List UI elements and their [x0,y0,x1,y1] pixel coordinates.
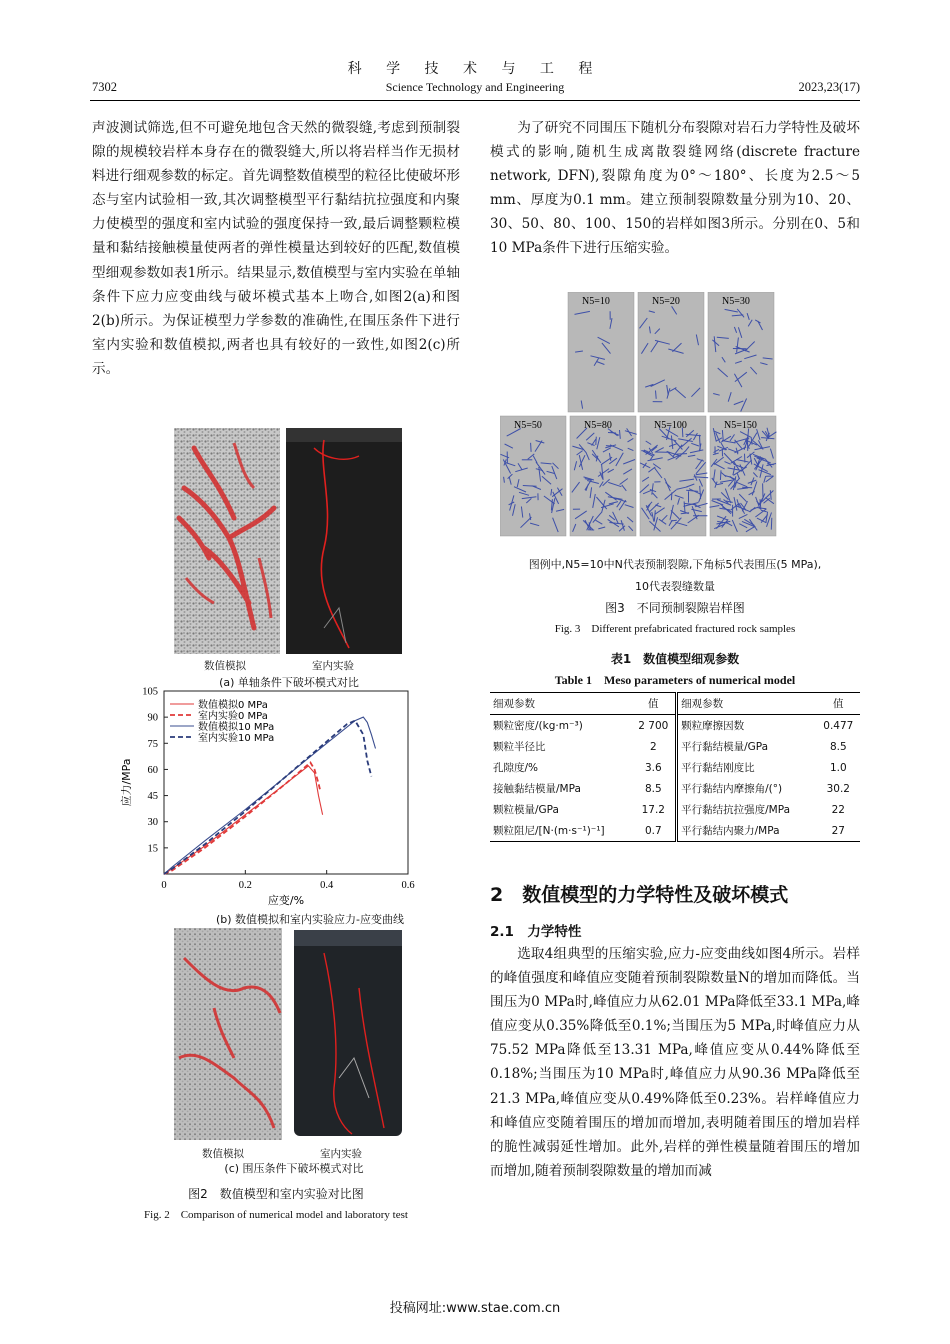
crack [596,437,597,445]
table-row [490,799,860,820]
legend-label-3: 室内实验10 MPa [198,733,275,744]
legend-label-0: 数值模拟0 MPa [198,700,268,711]
table-row [490,757,860,778]
x-tick-label: 0.4 [320,880,334,891]
table-cell: 接触黏结模量/MPa [493,783,581,795]
table-row [490,820,860,842]
section-2-heading: 2 数值模型的力学特性及破坏模式 [490,884,789,906]
y-tick-label: 90 [147,712,158,724]
x-axis-label: 应变/% [267,894,305,907]
table-cell: 0.7 [631,820,676,842]
fig2c [174,928,458,1162]
table-cell: 颗粒摩擦因数 [681,720,745,732]
table-cell: 27 [831,824,845,837]
table-cell: 颗粒半径比 [493,741,546,753]
fig2a-label-lab: 室内实验 [312,660,354,672]
fig2c-label-sim: 数值模拟 [202,1148,244,1160]
fig2a-label-sim: 数值模拟 [204,660,246,672]
fig3-panel-0 [568,292,634,412]
page-number: 7302 [92,80,117,94]
table-row [490,715,860,737]
table-cell: 0.477 [823,719,854,732]
table-cell: 平行黏结模量/GPa [681,741,769,753]
y-tick-label: 60 [147,764,158,776]
lab-sample-c [294,930,402,1136]
crack [742,487,752,488]
fig3-panel-label: N5=100 [654,420,687,431]
crack [656,391,657,399]
fig2-caption-cn: 图2 数值模型和室内实验对比图 [188,1187,364,1201]
crack [771,518,772,530]
issue-info: 2023,23(17) [798,80,860,94]
table-header-row [490,693,860,715]
fig3-panel-3 [500,416,566,536]
fig3-panel-label: N5=10 [582,296,610,307]
x-tick-label: 0.6 [401,880,415,891]
table1-title-cn: 表1 数值模型细观参数 [610,652,740,666]
legend-label-2: 数值模拟10 MPa [198,722,275,733]
table-row [490,778,860,799]
table-cell: 17.2 [631,799,676,820]
table-cell: 1.0 [829,761,847,774]
footer-url: 投稿网址:www.stae.com.cn [389,1301,561,1316]
left-paragraph: 声波测试筛选,但不可避免地包含天然的微裂缝,考虑到预制裂隙的规模较岩样本身存在的微裂缝大,所以将岩样当作无损材料进行细观参数的标定。首先调整数值模型的粒径比使破坏形态与室内试验相一致,其次调整模型平行黏结抗拉强度和内聚力使模型的强度和室内试验的强度保持一致,最后调整颗粒模量和黏结接触模量使两者的弹性模量达到较好的匹配,数值模型细观参数如表1所示。结果显示,数值模型与室内实验在单轴条件下应力应变曲线与破坏模式基本上吻合,如图2(a)和图2(b)所示。为保证模型力学参数的准确性,在围压条件下进行室内实验和数值模拟,两者也具有较好的一致性,如图2(c)所示。 [92,120,460,377]
crack [720,470,721,480]
right-paragraph: 为了研究不同围压下随机分布裂隙对岩石力学特性及破坏模式的影响,随机生成离散裂缝网络(discrete fracture network, DFN),裂隙角度为0°～180°、长度为2.5～5 mm、厚度为0.1 mm。建立预制裂隙数量分别为10、20、30、50、80、100、150的岩样如图3所示。分别在0、5和10 MPa条件下进行压缩实验。 [490,120,860,257]
table-cell: 颗粒阻尼/[N·(m·s⁻¹)⁻¹] [493,825,605,837]
journal-title-en: Science Technology and Engineering [385,80,565,94]
legend-label-1: 室内实验0 MPa [198,711,268,722]
fig2c-caption: (c) 围压条件下破坏模式对比 [224,1162,364,1175]
fig3-grid [500,292,800,546]
section-2-1-heading: 2.1 力学特性 [490,924,582,940]
table-cell: 22 [831,803,845,816]
y-tick-label: 15 [147,843,158,855]
table-row [490,736,860,757]
fig3-panel-2 [708,292,774,412]
header-rule [90,100,860,101]
x-tick-label: 0 [161,880,167,891]
fig3-panel-6 [710,416,777,536]
fig3-note-1: 图例中,N5=10中N代表预制裂隙,下角标5代表围压(5 MPa), [528,558,822,571]
fig3-panel-label: N5=150 [724,420,757,431]
fig3-panel-label: N5=50 [514,420,542,431]
journal-title-cn: 科 学 技 术 与 工 程 [347,61,603,77]
y-tick-label: 45 [147,791,158,803]
fig3-panel-label: N5=30 [722,296,750,307]
fig3-panel-label: N5=20 [652,296,680,307]
table-cell: 颗粒密度/(kg·m⁻³) [493,720,583,732]
table-cell: 平行黏结刚度比 [681,762,755,774]
table-cell: 平行黏结抗拉强度/MPa [681,804,791,816]
table-cell: 3.6 [631,757,676,778]
fig3-svg [500,292,800,546]
table-cell: 8.5 [631,778,676,799]
sim-sample-a [174,428,280,654]
fig2a-images [174,428,458,674]
fig3-panel-label: N5=80 [584,420,612,431]
table-cell: 平行黏结内摩擦角/(°) [681,783,783,795]
table1-title-en: Table 1 Meso parameters of numerical model [554,673,796,687]
table-cell: 孔隙度/% [493,762,539,774]
y-axis-label: 应力/MPa [120,758,133,807]
fig2c-label-lab: 室内实验 [320,1148,362,1160]
lab-sample-a [286,428,402,654]
section-2-paragraph: 选取4组典型的压缩实验,应力-应变曲线如图4所示。岩样的峰值强度和峰值应变随着预制裂隙数量N的增加而降低。当围压为0 MPa时,峰值应力从62.01 MPa降低至33.1 MPa,峰值应变从0.35%降低至0.1%;当围压为5 MPa,时峰值应力从75.52 MPa降低至13.31 MPa,峰值应变从0.44%降低至0.18%;当围压为10 MPa时,峰值应力从90.36 MPa降低至21.3 MPa,峰值应变从0.49%降低至0.23%。岩样峰值应力和峰值应变随着围压的增加而增加,表明随着围压的增加岩样的脆性减弱延性增加。此外,岩样的弹性模量随着围压的增加而增加,随着预制裂隙数量的增加而减 [490,946,860,1179]
fig2c-images [174,928,458,1142]
x-tick-label: 0.2 [238,880,252,891]
crack [523,486,537,487]
crack [606,446,614,447]
fig3-panel-4 [570,416,637,536]
table-cell: 值 [833,698,844,710]
fig2a-caption: (a) 单轴条件下破坏模式对比 [219,676,359,689]
table-cell: 平行黏结内聚力/MPa [681,825,780,837]
table-cell: 2 700 [631,715,676,737]
y-tick-label: 75 [147,738,158,750]
fig2a [174,428,458,674]
fig2b-caption: (b) 数值模拟和室内实验应力-应变曲线 [215,913,405,926]
fig3-caption-en: Fig. 3 Different prefabricated fractured rock samples [554,623,796,635]
fig3-panel-5 [640,416,709,536]
fig2b-chart [112,686,422,912]
crack [676,454,687,455]
fig3-panel-1 [638,292,704,412]
fig2-caption-en: Fig. 2 Comparison of numerical model and laboratory test [144,1209,408,1221]
table-cell: 细观参数 [681,698,724,710]
table-cell: 30.2 [826,782,850,795]
table-cell: 值 [631,693,676,715]
crack [531,443,532,452]
table-cell: 细观参数 [493,698,535,710]
table-cell: 2 [631,736,676,757]
fig3-note-2: 10代表裂缝数量 [635,580,715,593]
table-cell: 8.5 [829,740,847,753]
y-tick-label: 105 [142,686,158,698]
table-cell: 颗粒模量/GPa [493,804,559,816]
fig3-caption-cn: 图3 不同预制裂隙岩样图 [605,601,745,615]
table1 [490,692,860,842]
y-tick-label: 30 [147,817,158,829]
